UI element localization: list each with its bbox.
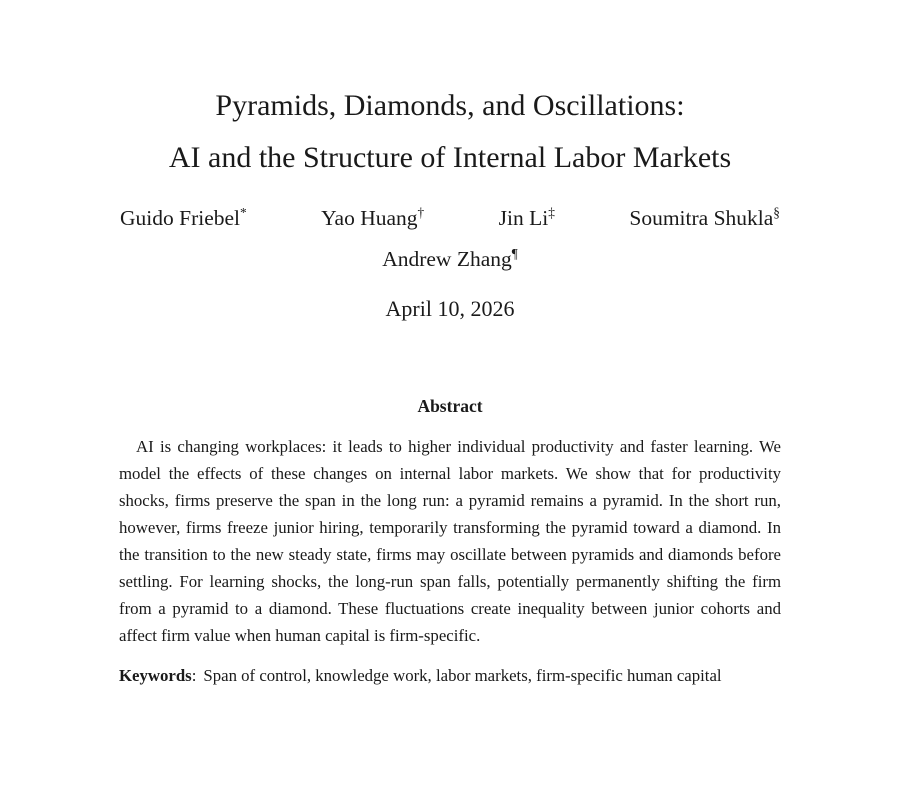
author-list-row2: [0, 246, 900, 272]
author-soumitra-shukla: [629, 205, 780, 231]
keywords-colon: :: [191, 666, 197, 685]
author-name: Jin Li: [498, 206, 549, 230]
keywords-label: Keywords: [119, 666, 192, 685]
paper-title-line1: Pyramids, Diamonds, and Oscillations:: [215, 89, 685, 122]
author-list-row1: [120, 205, 780, 231]
author-jin-li: [499, 205, 555, 231]
author-yao-huang: [321, 205, 424, 231]
author-name: Soumitra Shukla: [629, 206, 774, 230]
keywords-text: Span of control, knowledge work, labor markets, firm-specific human capital: [203, 666, 722, 685]
author-name: Guido Friebel: [120, 206, 241, 230]
author-andrew-zhang: [382, 247, 518, 271]
footnote-double-dagger-marker: ‡: [548, 204, 555, 220]
author-name: Yao Huang: [321, 206, 418, 230]
paper-title-line2: AI and the Structure of Internal Labor Markets: [168, 141, 732, 174]
footnote-section-marker: §: [773, 204, 780, 220]
author-guido-friebel: [120, 205, 247, 231]
author-name: Andrew Zhang: [382, 247, 512, 271]
footnote-dagger-marker: †: [417, 204, 425, 220]
abstract-text: AI is changing workplaces: it leads to higher individual productivity and faster learning. We model the effects of these changes on internal labor markets. We show that for productivity shocks, firms preserve the span in the long run: a pyramid remains a pyramid. In the short run, however, firms freeze junior hiring, temporarily transforming the pyramid toward a diamond. In the transition to the new steady state, firms may oscillate between pyramids and diamonds before settling. For learning shocks, the long-run span falls, potentially permanently shifting the firm from a pyramid to a diamond. These fluctuations create inequality between junior cohorts and affect firm value when human capital is firm-specific.: [119, 437, 781, 645]
paper-date: April 10, 2026: [385, 296, 515, 321]
footnote-asterisk-marker: *: [240, 204, 247, 220]
paper-title: [0, 0, 900, 184]
keywords-line: [119, 662, 781, 689]
footnote-pilcrow-marker: ¶: [511, 245, 518, 261]
abstract-heading: Abstract: [417, 396, 483, 416]
